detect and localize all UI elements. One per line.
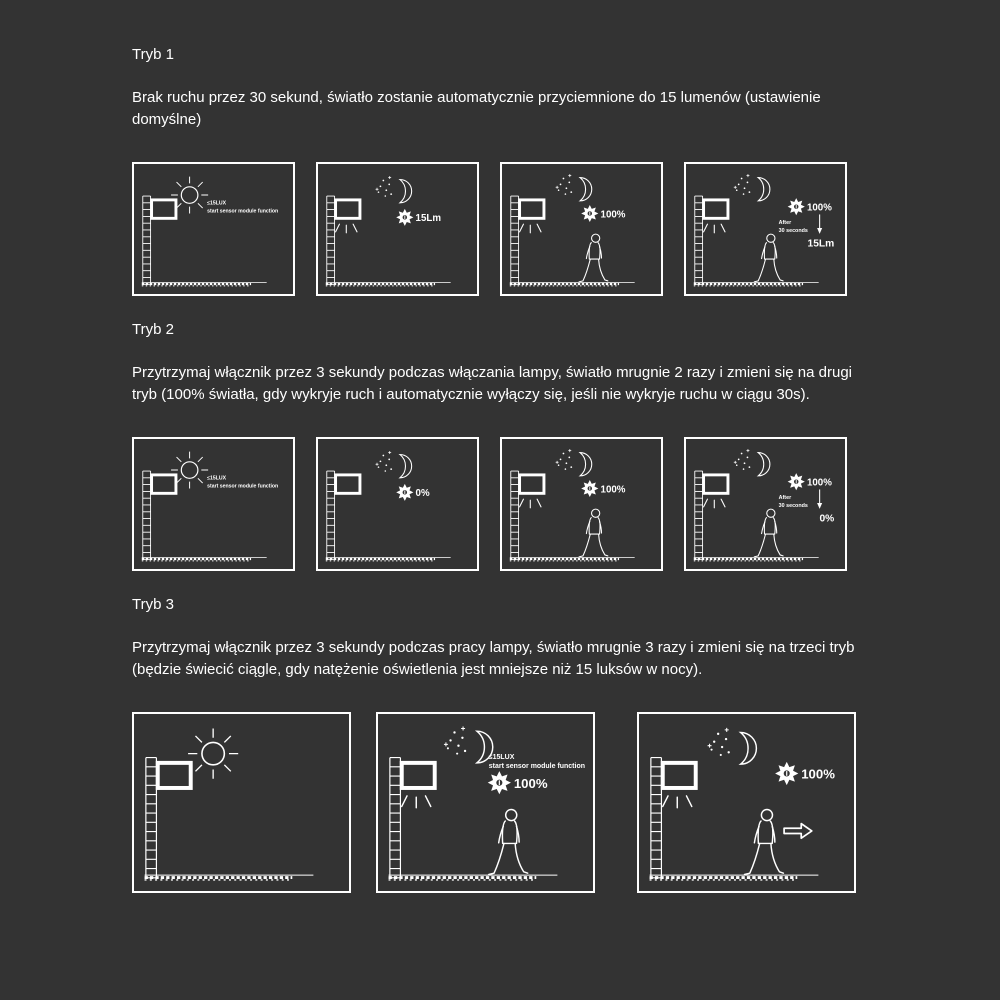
walking-person-icon	[754, 234, 783, 282]
mode-1-description: Brak ruchu przez 30 sekund, światło zostanie automatycznie przyciemnione do 15 lumenów (ustawienie domyślne)	[132, 89, 821, 128]
mode-2-heading: Tryb 2	[132, 321, 174, 338]
light-burst-icon	[396, 484, 413, 501]
mode-3-heading: Tryb 3	[132, 596, 174, 613]
lamp-icon	[402, 763, 435, 788]
moon-stars-icon	[708, 728, 757, 764]
mode-2-description: Przytrzymaj włącznik przez 3 sekundy podczas włączania lampy, światło mrugnie 2 razy i zmieni się na drugi tryb (100% światła, gdy wykryje ruch i automatycznie wyłączy się, jeśli nie wykryje ruchu w ciągu 30s).	[132, 364, 852, 403]
light-burst-icon	[788, 198, 805, 215]
lamp-pole-icon	[695, 196, 703, 284]
ground-icon	[650, 875, 819, 880]
panel-illustration	[134, 714, 349, 891]
mode3-panel-night-leaving	[637, 712, 856, 893]
panel-illustration	[502, 164, 661, 294]
lamp-rays-icon	[663, 796, 692, 808]
lamp-icon	[152, 475, 176, 493]
mode1-panel-day	[132, 162, 295, 296]
moon-stars-icon	[734, 449, 770, 476]
light-burst-icon	[488, 771, 511, 794]
light-burst-icon	[788, 473, 805, 490]
lamp-icon	[520, 200, 544, 218]
result-level-label: 0%	[819, 513, 835, 525]
lamp-rays-icon	[704, 224, 725, 233]
lamp-rays-icon	[336, 224, 357, 233]
light-burst-icon	[581, 205, 598, 222]
panel-illustration	[134, 439, 293, 569]
mode-3-description: Przytrzymaj włącznik przez 3 sekundy podczas pracy lampy, światło mrugnie 3 razy i zmieni się na trzeci tryb (będzie świecić ciągle, gdy natężenie oświetlenia jest mniejsze niż 15 luksów w nocy).	[132, 639, 855, 678]
sensor-note-label: start sensor module function	[488, 763, 585, 771]
lux-threshold-label: ≤15LUX	[207, 475, 227, 482]
light-level-label: 100%	[513, 775, 548, 791]
panel-illustration	[502, 439, 661, 569]
light-level-label: 0%	[415, 488, 430, 500]
mode-2-panels-row	[132, 437, 892, 571]
mode1-panel-night-timeout	[684, 162, 847, 296]
panel-illustration	[378, 714, 593, 891]
panel-illustration	[639, 714, 854, 891]
walking-person-icon	[579, 234, 608, 282]
ground-icon	[142, 282, 267, 285]
ground-icon	[326, 282, 451, 285]
light-level-label: 100%	[600, 209, 626, 221]
right-arrow-icon	[784, 824, 812, 839]
light-level-label: 100%	[806, 477, 832, 489]
lamp-icon	[336, 200, 360, 218]
light-level-label: 100%	[806, 202, 832, 214]
mode-3-panels-row	[132, 712, 892, 893]
sun-icon	[171, 177, 208, 214]
result-level-label: 15Lm	[807, 238, 835, 250]
mode1-panel-night-motion	[500, 162, 663, 296]
mode2-panel-day	[132, 437, 295, 571]
sensor-note-label: start sensor module function	[207, 208, 279, 215]
mode3-panel-night-motion	[376, 712, 595, 893]
panel-illustration	[318, 164, 477, 294]
lamp-pole-icon	[146, 758, 157, 878]
after-duration-label: 30 seconds	[778, 502, 808, 509]
mode2-panel-night-off	[316, 437, 479, 571]
light-level-label: 15Lm	[415, 213, 442, 225]
ground-icon	[694, 557, 819, 560]
walking-person-icon	[489, 810, 528, 875]
down-arrow-icon	[817, 489, 822, 508]
lamp-pole-icon	[390, 758, 401, 878]
lamp-rays-icon	[402, 796, 431, 808]
moon-stars-icon	[734, 174, 770, 201]
moon-stars-icon	[444, 727, 493, 763]
lamp-icon	[704, 200, 728, 218]
panel-illustration	[134, 164, 293, 294]
lux-threshold-label: ≤15LUX	[207, 200, 227, 207]
sensor-note-label: start sensor module function	[207, 483, 279, 490]
moon-stars-icon	[556, 174, 592, 201]
mode2-panel-night-motion	[500, 437, 663, 571]
moon-stars-icon	[376, 451, 412, 478]
lamp-pole-icon	[695, 471, 703, 559]
lamp-pole-icon	[143, 471, 151, 559]
after-duration-label: 30 seconds	[778, 227, 808, 234]
lamp-pole-icon	[651, 758, 662, 878]
sun-icon	[171, 452, 208, 489]
lamp-pole-icon	[511, 471, 519, 559]
panel-illustration	[686, 439, 845, 569]
mode3-panel-day	[132, 712, 351, 893]
light-level-label: 100%	[600, 484, 626, 496]
lamp-icon	[152, 200, 176, 218]
lamp-icon	[704, 475, 728, 493]
mode-1-heading: Tryb 1	[132, 46, 174, 63]
light-burst-icon	[581, 480, 598, 497]
after-label: After	[778, 220, 792, 227]
ground-icon	[389, 875, 558, 880]
after-label: After	[778, 495, 792, 502]
sun-icon	[188, 729, 238, 779]
lamp-icon	[158, 763, 191, 788]
lamp-icon	[663, 763, 696, 788]
mode2-panel-night-timeout	[684, 437, 847, 571]
lamp-icon	[520, 475, 544, 493]
ground-icon	[510, 282, 635, 285]
mode1-panel-night-dim	[316, 162, 479, 296]
ground-icon	[145, 875, 314, 880]
lamp-pole-icon	[143, 196, 151, 284]
moon-stars-icon	[376, 176, 412, 203]
moon-stars-icon	[556, 449, 592, 476]
lamp-pole-icon	[327, 196, 335, 284]
lux-threshold-label: ≤15LUX	[488, 753, 515, 761]
walking-person-icon	[579, 509, 608, 557]
light-burst-icon	[396, 209, 413, 226]
ground-icon	[326, 557, 451, 560]
panel-illustration	[318, 439, 477, 569]
lamp-rays-icon	[520, 224, 541, 233]
lamp-pole-icon	[327, 471, 335, 559]
down-arrow-icon	[817, 214, 822, 233]
panel-illustration	[686, 164, 845, 294]
ground-icon	[510, 557, 635, 560]
walking-person-icon	[754, 509, 783, 557]
lamp-rays-icon	[520, 499, 541, 508]
walking-person-icon	[745, 810, 784, 875]
ground-icon	[142, 557, 267, 560]
light-burst-icon	[775, 762, 798, 785]
lamp-rays-icon	[704, 499, 725, 508]
ground-icon	[694, 282, 819, 285]
light-level-label: 100%	[801, 766, 835, 782]
lamp-pole-icon	[511, 196, 519, 284]
lamp-icon	[336, 475, 360, 493]
mode-1-panels-row	[132, 162, 892, 296]
